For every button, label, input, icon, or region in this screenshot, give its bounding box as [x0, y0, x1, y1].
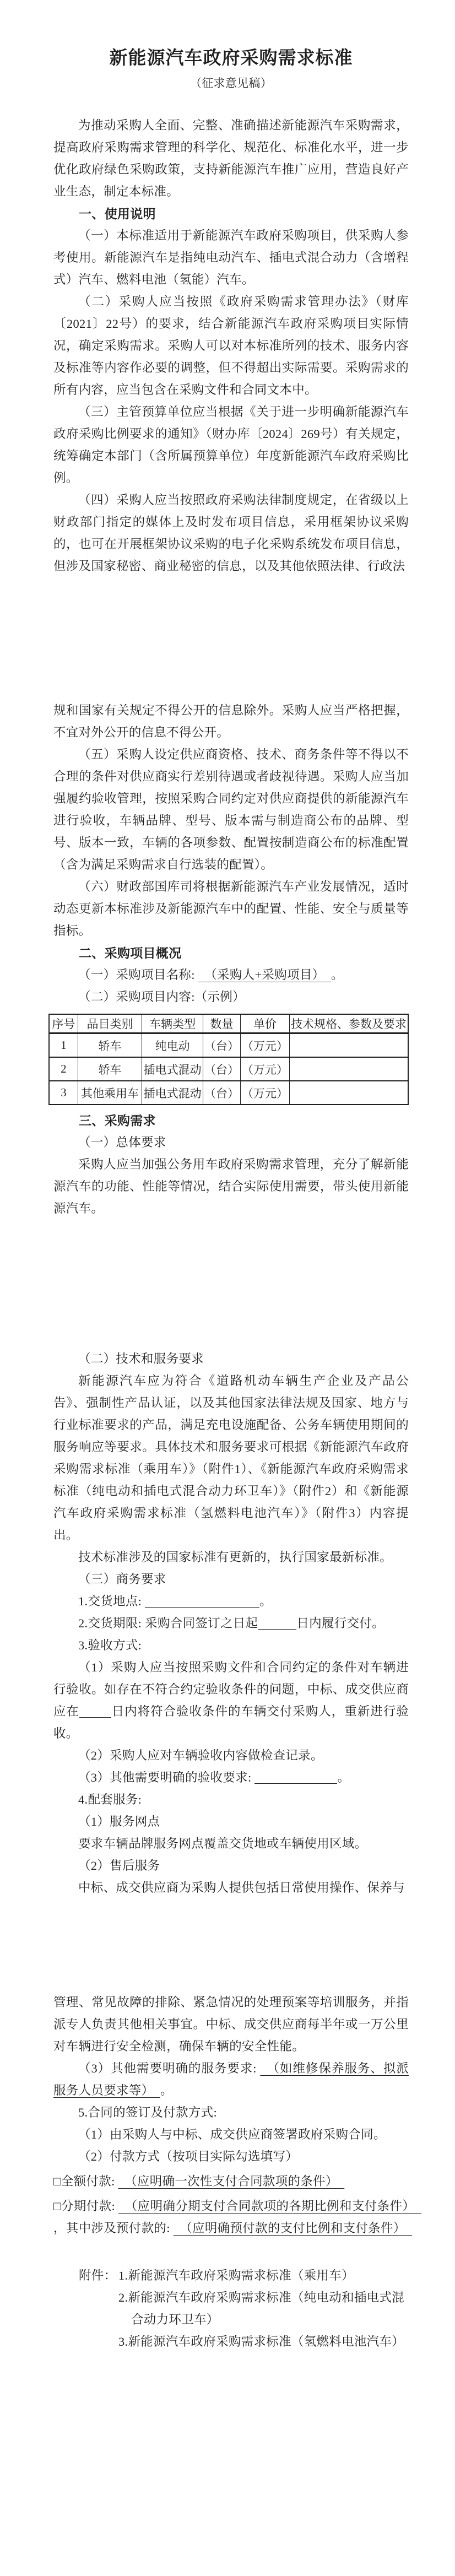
paragraph [53, 1833, 409, 1855]
table-header-cell: 序号 [49, 1014, 78, 1033]
page-content [53, 1288, 409, 1899]
project-table [48, 1014, 409, 1105]
paragraph [53, 2058, 409, 2102]
paragraph-text: ，其中涉及预付款的: [53, 2221, 174, 2235]
blank-underline-field [258, 1616, 296, 1630]
paragraph-text: （3）其他需要明确的服务要求: [78, 2061, 261, 2075]
paragraph-text: （2）采购人应对车辆验收内容做检查记录。 [78, 1749, 323, 1762]
paragraph-text: （3）其他需要明确的验收要求: [78, 1771, 255, 1784]
paragraph [53, 1991, 409, 2058]
table-header-row [49, 1014, 408, 1033]
underlined-text: （应明确预付款的支付比例和支付条件） [173, 2221, 413, 2235]
subsection-heading: （一）总体要求 [78, 1135, 166, 1149]
paragraph-text: 规和国家有关规定不得公开的信息除外。采购人应当严格把握，不宜对外公开的信息不得公开。 [53, 703, 409, 739]
table-cell: （台） [203, 1081, 240, 1105]
subsection-heading: （二）技术和服务要求 [78, 1352, 204, 1366]
document-page [0, 1932, 455, 2576]
paragraph-text: （六）财政部国库司将根据新能源汽车产业发展情况，适时动态更新本标准涉及新能源汽车中的配置、性能、安全与质量等指标。 [53, 880, 409, 938]
table-header-cell: 技术规格、参数及要求 [289, 1014, 408, 1033]
paragraph-text: 4.配套服务: [78, 1793, 142, 1806]
table-header-cell: 车辆类型 [142, 1014, 203, 1033]
paragraph [53, 1370, 409, 1546]
paragraph [53, 1657, 409, 1745]
paragraph-text: （1）采购人应当按照采购文件和合同约定的条件对车辆进行验收。如存在不符合约定验收条件的问题，中标、成交供应商应在 [53, 1660, 409, 1718]
table-cell: 轿车 [78, 1057, 142, 1081]
table-cell: 其他乘用车 [78, 1081, 142, 1105]
table-body [49, 1033, 408, 1105]
payment-option-installment [53, 2195, 421, 2239]
document-page [0, 1288, 455, 1932]
paragraph-text: 技术标准涉及的国家标准有更新的，执行国家最新标准。 [78, 1550, 393, 1564]
blank-underline-field [254, 1770, 337, 1784]
project-content-line [53, 986, 409, 1008]
table-row [49, 1057, 408, 1081]
paragraph [53, 1635, 409, 1657]
paragraph-text: （三）主管预算单位应当根据《关于进一步明确新能源汽车政府采购比例要求的通知》（财办库〔2024〕269号）有关规定，统筹确定本部门（含所属预算单位）年度新能源汽车政府采购比例。 [53, 405, 409, 485]
payment-option-full [53, 2171, 409, 2193]
table-row [49, 1081, 408, 1105]
paragraph-text: 1.交货地点: [78, 1594, 145, 1608]
table-cell: 3 [49, 1081, 78, 1105]
page-content [53, 44, 409, 577]
paragraph-text: 新能源汽车应为符合《道路机动车辆生产企业及产品公告》、强制性产品认证，以及其他国家法律法规及国家、地方与行业标准要求的产品，满足充电设施配备、公务车辆使用期间的服务响应等要求。具体技术和服务要求可根据《新能源汽车政府采购需求标准（乘用车）》（附件1）、《新能源汽车政府采购需求标准（纯电动和插电式混合动力环卫车）》（附件2）和《新能源汽车政府采购需求标准（氢燃料电池汽车）》（附件3）内容提出。 [53, 1374, 409, 1542]
paragraph-text: 。 [331, 968, 344, 982]
paragraph-text: 要求车辆品牌服务网点覆盖交货地或车辆使用区域。 [78, 1837, 367, 1850]
paragraph [53, 744, 409, 876]
paragraph [53, 2124, 409, 2146]
table-cell: 插电式混动 [142, 1081, 203, 1105]
attachment-item: 2.新能源汽车政府采购需求标准（纯电动和插电式混合动力环卫车） [118, 2291, 405, 2326]
paragraph-text: 为推动采购人全面、完整、准确描述新能源汽车采购需求，提高政府采购需求管理的科学化、规范化、标准化水平，进一步优化政府绿色采购政策，支持新能源汽车推广应用，营造良好产业生态，制定本标准。 [53, 118, 409, 198]
paragraph-text: 2.交货期限: 采购合同签订之日起 [78, 1616, 258, 1630]
table-header-cell: 单价 [240, 1014, 289, 1033]
table-cell: 纯电动 [142, 1033, 203, 1058]
table-cell: （万元） [240, 1033, 289, 1058]
paragraph-text: 全额付款: [61, 2174, 118, 2188]
table-row [49, 1033, 408, 1058]
paragraph [53, 225, 409, 291]
paragraph [53, 1546, 409, 1568]
paragraph-text: （2）付款方式（按项目实际勾选填写） [78, 2150, 299, 2163]
underlined-text: （采购人+采购项目） [198, 968, 331, 982]
paragraph-text: 3.验收方式: [78, 1638, 142, 1652]
underlined-text: （如维修保养服务、拟派服务人员要求等） [53, 2061, 409, 2097]
paragraph-text: 。 [259, 1594, 272, 1608]
paragraph [53, 291, 409, 401]
attachment-item: 3.新能源汽车政府采购需求标准（氢燃料电池汽车） [118, 2335, 405, 2348]
table-cell: 1 [49, 1033, 78, 1058]
project-name-line [53, 964, 409, 986]
paragraph-text: （一）采购项目名称: [78, 968, 198, 982]
underlined-text: （应明确分期支付合同款项的各期比例和支付条件） [118, 2199, 421, 2213]
underlined-text: （应明确一次性支付合同款项的条件） [118, 2174, 345, 2188]
paragraph [53, 700, 409, 744]
paragraph [53, 401, 409, 489]
paragraph-text: 中标、成交供应商为采购人提供包括日常使用操作、保养与 [78, 1881, 405, 1895]
table-cell: （台） [203, 1057, 240, 1081]
table-cell [289, 1033, 408, 1058]
paragraph-text: 日内履行交付。 [296, 1616, 384, 1630]
paragraph-text: 。 [337, 1771, 350, 1784]
section-heading-1: 一、使用说明 [79, 207, 156, 221]
table-head [49, 1014, 408, 1033]
paragraph-text: 采购人应当加强公务用车政府采购需求管理，充分了解新能源汽车的功能、性能等情况，结合实际使用需要，带头使用新能源汽车。 [53, 1157, 409, 1215]
paragraph-text: （二）采购项目内容:（示例） [78, 990, 245, 1004]
table-cell: 插电式混动 [142, 1057, 203, 1081]
table-cell: 轿车 [78, 1033, 142, 1058]
paragraph-text: （1）由采购人与中标、成交供应商签署政府采购合同。 [78, 2128, 386, 2141]
paragraph [53, 1855, 409, 1877]
attachments [53, 2265, 409, 2353]
attachments-label: 附件： [79, 2269, 117, 2282]
table-cell [289, 1057, 408, 1081]
paragraph-text: （1）服务网点 [78, 1815, 160, 1828]
page-content [53, 644, 409, 1220]
paragraph [53, 1877, 409, 1899]
table-header-cell: 数量 [203, 1014, 240, 1033]
table-cell [289, 1081, 408, 1105]
checkbox-icon: □ [53, 2174, 61, 2188]
paragraph-text: 分期付款: [61, 2199, 119, 2213]
section-heading-3: 三、采购需求 [79, 1113, 156, 1128]
paragraph-text: （五）采购人设定供应商资格、技术、商务条件等不得以不合理的条件对供应商实行差别待遇或者歧视待遇。采购人应当加强履约验收管理，按照采购合同约定对供应商提供的新能源汽车进行验收，车辆品牌、型号、版本需与制造商公布的品牌、型号、版本一致，车辆的各项参数、配置按制造商公布的标准配置（含为满足采购需求自行选装的配置）。 [53, 748, 409, 872]
table-cell: 2 [49, 1057, 78, 1081]
paragraph-text: （四）采购人应当按照政府采购法律制度规定，在省级以上财政部门指定的媒体上及时发布项目信息，采用框架协议采购的，也可在开展框架协议采购的电子化采购系统发布项目信息，但涉及国家秘密、商业秘密的信息，以及其他依照法律、行政法 [53, 493, 409, 573]
paragraph-text: （二）采购人应当按照《政府采购需求管理办法》（财库〔2021〕22号）的要求，结合新能源汽车政府采购项目实际情况，确定采购需求。采购人可以对本标准所列的技术、服务内容及标准等内容作必要的调整，但不得超出实际需要。采购需求的所有内容，应当包含在采购文件和合同文本中。 [53, 295, 409, 397]
table-cell: （万元） [240, 1057, 289, 1081]
paragraph [53, 1789, 409, 1811]
document-title: 新能源汽车政府采购需求标准 [109, 48, 353, 68]
attachment-item: 1.新能源汽车政府采购需求标准（乘用车） [118, 2269, 354, 2282]
paragraph-text: 。 [160, 2083, 173, 2097]
checkbox-icon: □ [53, 2199, 61, 2213]
paragraph-text: 日内将符合验收条件的车辆交付采购人，重新进行验收。 [53, 1704, 409, 1740]
table-cell: （台） [203, 1033, 240, 1058]
paragraph [53, 2146, 409, 2168]
delivery-deadline-line [53, 1612, 409, 1635]
paragraph-text: 管理、常见故障的排除、紧急情况的处理预案等培训服务，并指派专人负责其他相关事宜。中标、成交供应商每半年或一万公里对车辆进行安全检测，确保车辆的安全性能。 [53, 1995, 409, 2053]
document-page [0, 0, 455, 644]
paragraph [53, 1767, 409, 1789]
table-cell: （万元） [240, 1081, 289, 1105]
paragraph [53, 489, 409, 577]
document-subtitle: （征求意见稿） [189, 77, 273, 90]
page-content [53, 1932, 421, 2353]
delivery-location-line [53, 1590, 409, 1612]
paragraph [53, 1811, 409, 1833]
paragraph-text: （2）售后服务 [78, 1859, 160, 1873]
blank-underline-field [145, 1594, 259, 1608]
paragraph-text: （一）本标准适用于新能源汽车政府采购项目，供采购人参考使用。新能源汽车是指纯电动汽车、插电式混合动力（含增程式）汽车、燃料电池（氢能）汽车。 [53, 229, 409, 286]
paragraph [53, 115, 409, 203]
paragraph [53, 1154, 409, 1220]
paragraph [53, 2102, 409, 2124]
document-page [0, 644, 455, 1288]
section-heading-2: 二、采购项目概况 [79, 946, 182, 960]
paragraph [53, 1745, 409, 1767]
blank-underline-field [79, 1704, 111, 1718]
subsection-heading: （三）商务要求 [78, 1572, 166, 1586]
paragraph-text: 5.合同的签订及付款方式: [78, 2106, 218, 2119]
table-header-cell: 品目类别 [78, 1014, 142, 1033]
paragraph [53, 876, 409, 942]
